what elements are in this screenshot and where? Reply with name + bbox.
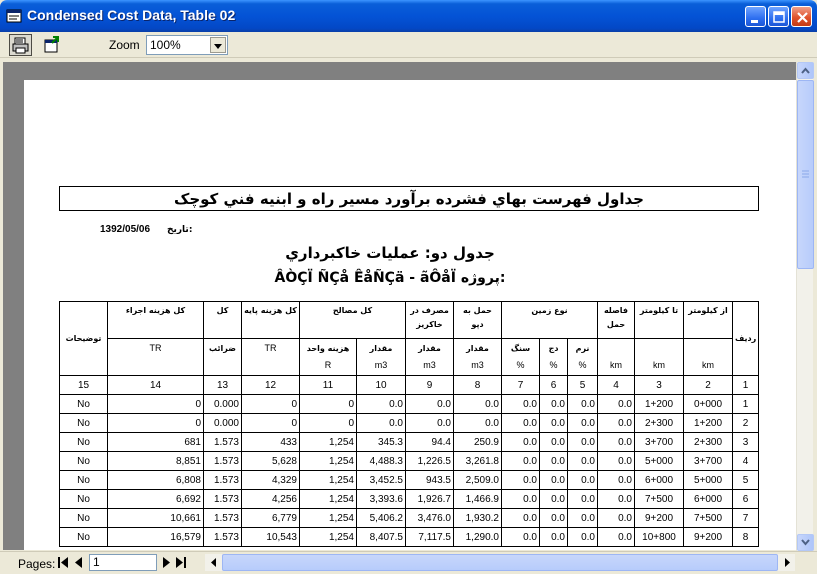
- radif-cell: 3: [733, 433, 759, 452]
- exec-cost-cell: 6,692: [108, 490, 204, 509]
- dump-cell: 250.9: [454, 433, 502, 452]
- soft-cell: 0.0: [568, 490, 598, 509]
- dump-cell: 3,261.8: [454, 452, 502, 471]
- col-num: 7: [502, 376, 540, 395]
- toolbar: [0, 32, 817, 58]
- rock-cell: 0.0: [502, 490, 540, 509]
- horizontal-scroll-thumb[interactable]: [222, 554, 778, 571]
- col-num: 4: [598, 376, 635, 395]
- table-row: [60, 433, 759, 452]
- horizontal-scrollbar[interactable]: [205, 554, 795, 571]
- scroll-up-button[interactable]: [797, 62, 814, 79]
- header-materials-amount: مقدار m3: [357, 339, 406, 376]
- dump-cell: 0.0: [454, 395, 502, 414]
- base-cost-cell: 6,779: [242, 509, 300, 528]
- radif-cell: 1: [733, 395, 759, 414]
- col-num: 12: [242, 376, 300, 395]
- notes-cell: No: [60, 395, 108, 414]
- base-cost-cell: 10,543: [242, 528, 300, 547]
- scroll-down-button[interactable]: [797, 534, 814, 551]
- materials-cell: 3,393.6: [357, 490, 406, 509]
- base-cost-cell: 4,256: [242, 490, 300, 509]
- project-value: ÂÒÇÏ ÑÇå ÊåÑÇä - ãÔåÏ: [274, 270, 456, 286]
- rock-cell: 0.0: [502, 395, 540, 414]
- col-num: 5: [568, 376, 598, 395]
- col-num: 14: [108, 376, 204, 395]
- materials-cell: 0.0: [357, 395, 406, 414]
- header-radif: رديف: [733, 302, 759, 376]
- unit-to-km: km: [635, 339, 684, 376]
- embankment-cell: 7,117.5: [406, 528, 454, 547]
- col-num: 11: [300, 376, 357, 395]
- embankment-cell: 1,926.7: [406, 490, 454, 509]
- table-row: [60, 471, 759, 490]
- scroll-left-icon[interactable]: [207, 556, 220, 569]
- hard-cell: 0.0: [540, 528, 568, 547]
- table-header-row-2: [60, 339, 759, 376]
- table-header-row-1: [60, 302, 759, 339]
- table-row: [60, 414, 759, 433]
- notes-cell: No: [60, 490, 108, 509]
- grip-icon: [798, 81, 813, 268]
- cost-table: [59, 301, 759, 547]
- unit-base-cost: TR: [242, 339, 300, 376]
- from-km-cell: 2+300: [684, 433, 733, 452]
- coefficient-cell: 0.000: [204, 395, 242, 414]
- column-number-row: [60, 376, 759, 395]
- unit-cost-cell: 1,254: [300, 490, 357, 509]
- maximize-button[interactable]: [768, 6, 789, 27]
- date-label: تاريخ:: [167, 225, 193, 235]
- title-bar[interactable]: [0, 0, 817, 32]
- to-km-cell: 3+700: [635, 433, 684, 452]
- soft-cell: 0.0: [568, 414, 598, 433]
- col-num: 10: [357, 376, 406, 395]
- materials-cell: 0.0: [357, 414, 406, 433]
- haul-distance-cell: 0.0: [598, 395, 635, 414]
- soft-cell: 0.0: [568, 395, 598, 414]
- haul-distance-cell: 0.0: [598, 528, 635, 547]
- header-total-base-cost: كل هزينه پايه: [242, 302, 300, 339]
- report-title-box: [59, 186, 759, 211]
- header-hard: دج %: [540, 339, 568, 376]
- header-notes: توضيحات: [60, 302, 108, 376]
- dump-cell: 1,466.9: [454, 490, 502, 509]
- to-km-cell: 2+300: [635, 414, 684, 433]
- zoom-label: Zoom: [109, 38, 140, 52]
- exec-cost-cell: 6,808: [108, 471, 204, 490]
- close-button[interactable]: [791, 6, 812, 27]
- header-unit-cost: هزينه واحد R: [300, 339, 357, 376]
- pages-label: Pages:: [18, 557, 56, 571]
- project-label: پروژه:: [460, 270, 506, 286]
- coefficient-cell: 1.573: [204, 490, 242, 509]
- embankment-cell: 1,226.5: [406, 452, 454, 471]
- dump-cell: 0.0: [454, 414, 502, 433]
- to-km-cell: 6+000: [635, 471, 684, 490]
- soft-cell: 0.0: [568, 433, 598, 452]
- from-km-cell: 1+200: [684, 414, 733, 433]
- table-row: [60, 528, 759, 547]
- notes-cell: No: [60, 452, 108, 471]
- zoom-select[interactable]: [146, 35, 228, 55]
- haul-distance-cell: 0.0: [598, 490, 635, 509]
- unit-haul-distance: km: [598, 339, 635, 376]
- project-line: [224, 270, 556, 286]
- radif-cell: 8: [733, 528, 759, 547]
- notes-cell: No: [60, 509, 108, 528]
- col-num: 9: [406, 376, 454, 395]
- base-cost-cell: 433: [242, 433, 300, 452]
- to-km-cell: 5+000: [635, 452, 684, 471]
- unit-cost-cell: 1,254: [300, 509, 357, 528]
- unit-cost-cell: 1,254: [300, 433, 357, 452]
- exec-cost-cell: 10,661: [108, 509, 204, 528]
- exec-cost-cell: 8,851: [108, 452, 204, 471]
- print-icon: [10, 35, 31, 55]
- table-row: [60, 452, 759, 471]
- haul-distance-cell: 0.0: [598, 433, 635, 452]
- header-embankment-amount: مقدار m3: [406, 339, 454, 376]
- previous-page-icon[interactable]: [71, 555, 86, 570]
- from-km-cell: 0+000: [684, 395, 733, 414]
- header-total: كل: [204, 302, 242, 339]
- materials-cell: 4,488.3: [357, 452, 406, 471]
- rock-cell: 0.0: [502, 528, 540, 547]
- window-title: Condensed Cost Data, Table 02: [27, 7, 236, 23]
- report-viewport[interactable]: [3, 62, 796, 550]
- col-num: 2: [684, 376, 733, 395]
- base-cost-cell: 5,628: [242, 452, 300, 471]
- rock-cell: 0.0: [502, 414, 540, 433]
- col-num: 13: [204, 376, 242, 395]
- from-km-cell: 9+200: [684, 528, 733, 547]
- col-num: 6: [540, 376, 568, 395]
- chevron-down-icon: [798, 535, 813, 550]
- from-km-cell: 5+000: [684, 471, 733, 490]
- hard-cell: 0.0: [540, 490, 568, 509]
- exec-cost-cell: 0: [108, 414, 204, 433]
- materials-cell: 345.3: [357, 433, 406, 452]
- chevron-down-icon: [211, 39, 225, 53]
- header-embankment-use: مصرف در خاكريز: [406, 302, 454, 339]
- header-rock: سنگ %: [502, 339, 540, 376]
- dump-cell: 1,290.0: [454, 528, 502, 547]
- to-km-cell: 1+200: [635, 395, 684, 414]
- header-dump-amount: مقدار m3: [454, 339, 502, 376]
- hard-cell: 0.0: [540, 471, 568, 490]
- hard-cell: 0.0: [540, 395, 568, 414]
- exec-cost-cell: 681: [108, 433, 204, 452]
- from-km-cell: 6+000: [684, 490, 733, 509]
- soft-cell: 0.0: [568, 471, 598, 490]
- header-total-exec-cost: كل هزينه اجراء: [108, 302, 204, 339]
- haul-distance-cell: 0.0: [598, 509, 635, 528]
- unit-cost-cell: 0: [300, 395, 357, 414]
- coefficient-cell: 1.573: [204, 471, 242, 490]
- scroll-right-icon[interactable]: [781, 556, 794, 569]
- to-km-cell: 9+200: [635, 509, 684, 528]
- hard-cell: 0.0: [540, 414, 568, 433]
- from-km-cell: 7+500: [684, 509, 733, 528]
- col-num: 3: [635, 376, 684, 395]
- rock-cell: 0.0: [502, 471, 540, 490]
- base-cost-cell: 0: [242, 414, 300, 433]
- minimize-icon: [746, 7, 767, 28]
- print-button[interactable]: [9, 34, 32, 56]
- materials-cell: 8,407.5: [357, 528, 406, 547]
- coefficient-cell: 1.573: [204, 433, 242, 452]
- header-soft: نرم %: [568, 339, 598, 376]
- hard-cell: 0.0: [540, 433, 568, 452]
- app-icon: [6, 8, 22, 24]
- table-row: [60, 490, 759, 509]
- unit-cost-cell: 1,254: [300, 452, 357, 471]
- materials-cell: 5,406.2: [357, 509, 406, 528]
- coefficient-cell: 1.573: [204, 452, 242, 471]
- haul-distance-cell: 0.0: [598, 414, 635, 433]
- notes-cell: No: [60, 471, 108, 490]
- radif-cell: 2: [733, 414, 759, 433]
- base-cost-cell: 4,329: [242, 471, 300, 490]
- col-num: 15: [60, 376, 108, 395]
- base-cost-cell: 0: [242, 395, 300, 414]
- next-page-icon[interactable]: [159, 555, 174, 570]
- report-subtitle: جدول دو: عمليات خاكبرداري: [285, 244, 495, 262]
- rock-cell: 0.0: [502, 509, 540, 528]
- rock-cell: 0.0: [502, 452, 540, 471]
- to-km-cell: 10+800: [635, 528, 684, 547]
- notes-cell: No: [60, 414, 108, 433]
- coefficient-cell: 0.000: [204, 414, 242, 433]
- unit-cost-cell: 0: [300, 414, 357, 433]
- header-coefficient: ضرائب: [204, 339, 242, 376]
- header-total-materials: كل مصالح: [300, 302, 406, 339]
- from-km-cell: 3+700: [684, 452, 733, 471]
- soft-cell: 0.0: [568, 509, 598, 528]
- header-haul-distance: فاصله حمل: [598, 302, 635, 339]
- vertical-scrollbar[interactable]: [796, 62, 813, 551]
- embankment-cell: 943.5: [406, 471, 454, 490]
- embankment-cell: 0.0: [406, 414, 454, 433]
- haul-distance-cell: 0.0: [598, 452, 635, 471]
- embankment-cell: 94.4: [406, 433, 454, 452]
- unit-cost-cell: 1,254: [300, 528, 357, 547]
- notes-cell: No: [60, 433, 108, 452]
- dump-cell: 1,930.2: [454, 509, 502, 528]
- exec-cost-cell: 0: [108, 395, 204, 414]
- radif-cell: 6: [733, 490, 759, 509]
- table-row: [60, 509, 759, 528]
- last-page-icon[interactable]: [173, 555, 188, 570]
- report-title: جداول فهرست بهاي فشرده برآورد مسير راه و ابنيه فني كوچک: [173, 190, 644, 208]
- radif-cell: 4: [733, 452, 759, 471]
- vertical-scroll-thumb[interactable]: [797, 80, 814, 269]
- unit-exec-cost: TR: [108, 339, 204, 376]
- header-soil-type: نوع زمين: [502, 302, 598, 339]
- to-km-cell: 7+500: [635, 490, 684, 509]
- chevron-up-icon: [798, 63, 813, 78]
- hard-cell: 0.0: [540, 452, 568, 471]
- soft-cell: 0.0: [568, 528, 598, 547]
- col-num: 1: [733, 376, 759, 395]
- radif-cell: 7: [733, 509, 759, 528]
- haul-distance-cell: 0.0: [598, 471, 635, 490]
- status-bar: [0, 551, 817, 574]
- coefficient-cell: 1.573: [204, 528, 242, 547]
- soft-cell: 0.0: [568, 452, 598, 471]
- header-to-km: تا كيلومتر: [635, 302, 684, 339]
- zoom-value: 100%: [150, 38, 181, 52]
- export-icon: [41, 35, 62, 55]
- first-page-icon[interactable]: [56, 555, 71, 570]
- header-haul-dump: حمل به دپو: [454, 302, 502, 339]
- date-value: 1392/05/06: [100, 224, 151, 235]
- unit-cost-cell: 1,254: [300, 471, 357, 490]
- radif-cell: 5: [733, 471, 759, 490]
- unit-from-km: km: [684, 339, 733, 376]
- col-num: 8: [454, 376, 502, 395]
- materials-cell: 3,452.5: [357, 471, 406, 490]
- coefficient-cell: 1.573: [204, 509, 242, 528]
- zoom-dropdown-button[interactable]: [210, 37, 226, 53]
- page-number-input[interactable]: 1: [89, 554, 157, 571]
- table-row: [60, 395, 759, 414]
- report-page: [24, 80, 796, 550]
- maximize-icon: [769, 7, 790, 28]
- close-icon: [792, 7, 813, 28]
- table-body: [60, 395, 759, 547]
- embankment-cell: 3,476.0: [406, 509, 454, 528]
- header-from-km: از كيلومتر: [684, 302, 733, 339]
- minimize-button[interactable]: [745, 6, 766, 27]
- exec-cost-cell: 16,579: [108, 528, 204, 547]
- rock-cell: 0.0: [502, 433, 540, 452]
- embankment-cell: 0.0: [406, 395, 454, 414]
- hard-cell: 0.0: [540, 509, 568, 528]
- export-button[interactable]: [40, 34, 63, 56]
- notes-cell: No: [60, 528, 108, 547]
- dump-cell: 2,509.0: [454, 471, 502, 490]
